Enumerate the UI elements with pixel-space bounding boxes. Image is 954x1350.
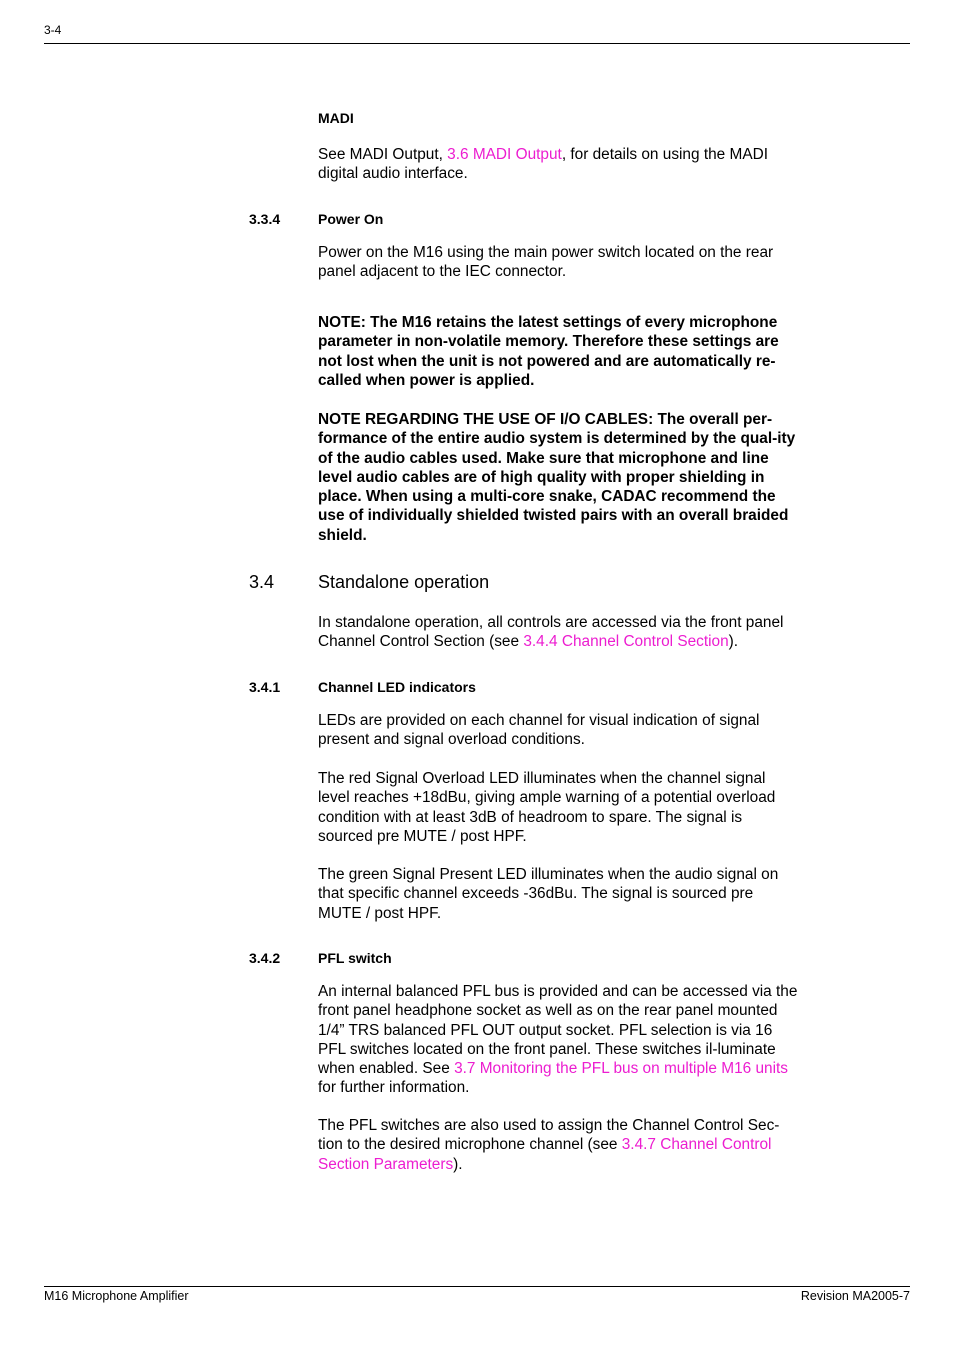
- footer-product-name: M16 Microphone Amplifier: [44, 1289, 189, 1303]
- power-on-heading: Power On: [318, 211, 384, 227]
- channel-led-paragraph-1: LEDs are provided on each channel for visual indication of signal present and signal overload conditions.: [318, 712, 760, 749]
- pfl-heading: PFL switch: [318, 950, 392, 966]
- power-on-paragraph: Power on the M16 using the main power switch located on the rear panel adjacent to the IEC connector.: [318, 244, 774, 281]
- standalone-heading: Standalone operation: [318, 572, 490, 592]
- header-rule: [44, 43, 910, 44]
- footer-rule: [44, 1286, 910, 1287]
- power-on-number: 3.3.4: [249, 211, 281, 227]
- channel-led-number: 3.4.1: [249, 679, 281, 695]
- power-on-note-cables: NOTE REGARDING THE USE OF I/O CABLES: The overall per-formance of the entire audio system is determined by the qual-ity of the audio cables used. Make sure that microphone and line level audio cables are of high quality with proper shielding in place. When using a multi-core snake, CADAC recommend the use of individually shielded twisted pairs with an overall braided shield.: [318, 411, 796, 544]
- power-on-note-settings: NOTE: The M16 retains the latest settings of every microphone parameter in non-volatile memory. Therefore these settings are not lost when the unit is not powered and are automatically re-called when power is applied.: [318, 314, 779, 389]
- standalone-number: 3.4: [249, 572, 275, 592]
- channel-led-heading: Channel LED indicators: [318, 679, 476, 695]
- pfl-paragraph-2: The PFL switches are also used to assign the Channel Control Sec-tion to the desired microphone channel (see 3.4.7 Channel Control Section Parameters).: [318, 1117, 780, 1173]
- channel-led-paragraph-3: The green Signal Present LED illuminates when the audio signal on that specific channel exceeds -36dBu. The signal is sourced pre MUTE / post HPF.: [318, 866, 779, 922]
- channel-control-section-link[interactable]: 3.4.4 Channel Control Section: [523, 633, 729, 651]
- page-number: 3-4: [44, 23, 62, 37]
- pfl-number: 3.4.2: [249, 950, 281, 966]
- pfl-monitoring-link[interactable]: 3.7 Monitoring the PFL bus on multiple M16 units: [454, 1060, 788, 1078]
- madi-heading: MADI: [318, 110, 354, 126]
- pfl-paragraph-1: An internal balanced PFL bus is provided and can be accessed via the front panel headphone socket as well as on the rear panel mounted 1/4” TRS balanced PFL OUT output socket. PFL selection is via 16 PFL switches located on the front panel. These switches il-luminate when enabled. See 3.7 Monitoring the PFL bus on multiple M16 units for further information.: [318, 983, 798, 1097]
- footer-revision: Revision MA2005-7: [800, 1289, 910, 1303]
- madi-output-link[interactable]: 3.6 MADI Output: [447, 146, 562, 163]
- madi-paragraph: See MADI Output, 3.6 MADI Output, for details on using the MADI digital audio interface.: [318, 146, 768, 183]
- channel-led-paragraph-2: The red Signal Overload LED illuminates when the channel signal level reaches +18dBu, giving ample warning of a potential overload condition with at least 3dB of headroom to spare. The signal is sourced pre MUTE / post HPF.: [318, 770, 776, 845]
- standalone-paragraph: In standalone operation, all controls are accessed via the front panel Channel Control Section (see 3.4.4 Channel Control Section).: [318, 614, 784, 651]
- channel-control-parameters-link[interactable]: 3.4.7 Channel Control Section Parameters: [318, 1136, 772, 1173]
